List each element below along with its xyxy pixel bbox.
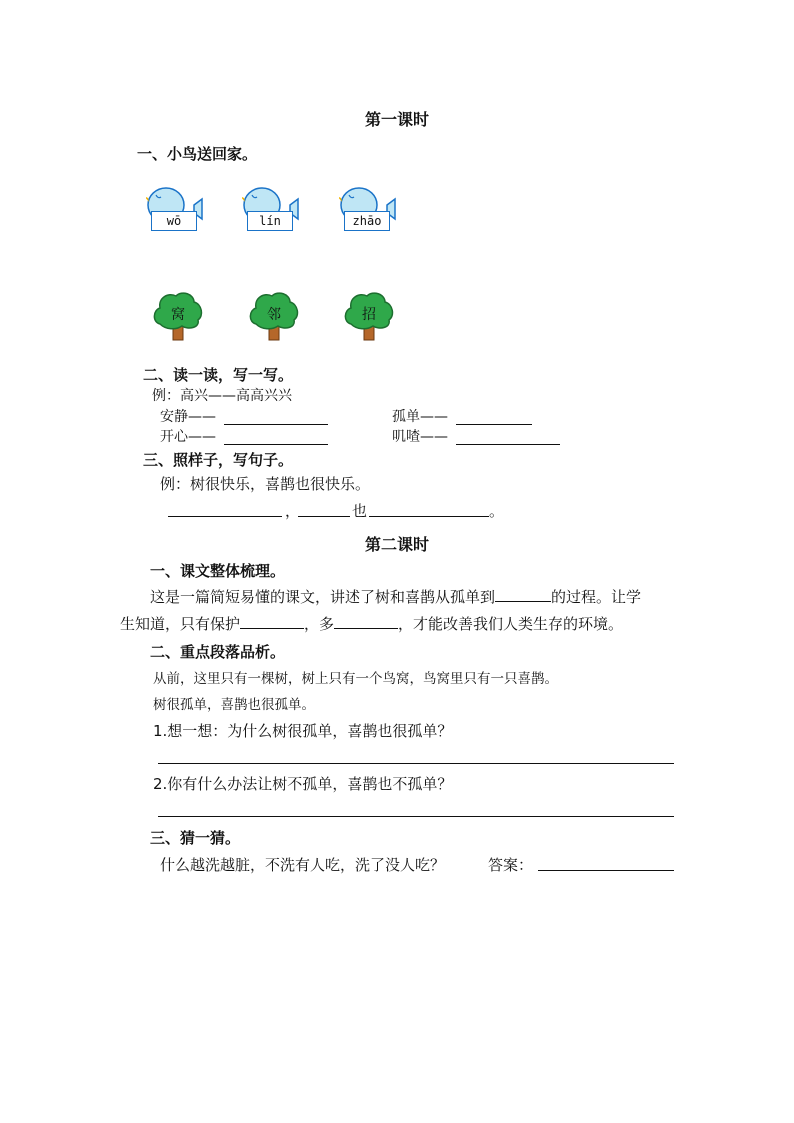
q2-item-gudan: 孤单—— bbox=[392, 409, 448, 425]
tree-lin[interactable] bbox=[248, 290, 300, 342]
answer-line[interactable] bbox=[158, 816, 674, 817]
l2-q3-heading: 三、猜一猜。 bbox=[150, 829, 241, 847]
pinyin-card: zhāo bbox=[344, 211, 390, 231]
tree-character: 邻 bbox=[267, 307, 281, 323]
answer-line[interactable] bbox=[369, 516, 489, 517]
q2-example: 例：高兴——高高兴兴 bbox=[152, 388, 292, 404]
q3-heading: 三、照样子，写句子。 bbox=[143, 451, 294, 469]
q2-item-anjing: 安静—— bbox=[160, 409, 216, 425]
answer-label: 答案： bbox=[488, 856, 534, 874]
lesson2-title: 第二课时 bbox=[364, 535, 429, 554]
tree-wo[interactable] bbox=[152, 290, 204, 342]
q3-example: 例：树很快乐，喜鹊也很快乐。 bbox=[160, 475, 371, 493]
q2-item-jizha: 叽喳—— bbox=[392, 429, 448, 445]
bird-wo[interactable] bbox=[146, 183, 204, 235]
passage-line-2: 树很孤单，喜鹊也很孤单。 bbox=[153, 697, 315, 713]
l2-q1-text: 的过程。让学 bbox=[551, 588, 642, 606]
answer-line[interactable] bbox=[224, 424, 328, 425]
answer-line[interactable] bbox=[456, 424, 532, 425]
passage-line-1: 从前，这里只有一棵树，树上只有一个鸟窝，鸟窝里只有一只喜鹊。 bbox=[153, 671, 558, 687]
l2-q2-heading: 二、重点段落品析。 bbox=[150, 643, 286, 661]
l2-q1-text: ，才能改善我们人类生存的环境。 bbox=[398, 615, 624, 633]
answer-blank[interactable] bbox=[334, 614, 398, 629]
q3-period: 。 bbox=[489, 502, 505, 520]
question-1: 1.想一想：为什么树很孤单，喜鹊也很孤单？ bbox=[153, 722, 453, 740]
answer-line[interactable] bbox=[158, 763, 674, 764]
q3-comma: ， bbox=[285, 502, 301, 520]
q2-heading: 二、读一读，写一写。 bbox=[143, 366, 294, 384]
l2-q1-text: 这是一篇简短易懂的课文，讲述了树和喜鹊从孤单到 bbox=[150, 588, 496, 606]
l2-q1-heading: 一、课文整体梳理。 bbox=[150, 562, 286, 580]
lesson1-title: 第一课时 bbox=[364, 110, 429, 129]
tree-character: 窝 bbox=[171, 307, 185, 323]
tree-zhao[interactable] bbox=[343, 290, 395, 342]
riddle-text: 什么越洗越脏，不洗有人吃，洗了没人吃？ bbox=[160, 856, 446, 874]
l2-q1-text: ，多 bbox=[304, 615, 335, 633]
l2-q1-line1 bbox=[150, 586, 641, 607]
q2-item-kaixin: 开心—— bbox=[160, 429, 216, 445]
answer-blank[interactable] bbox=[240, 614, 304, 629]
q1-heading: 一、小鸟送回家。 bbox=[137, 145, 258, 163]
l2-q1-line2 bbox=[120, 613, 623, 634]
answer-line[interactable] bbox=[224, 444, 328, 445]
pinyin-card: lín bbox=[247, 211, 293, 231]
q3-ye: 也 bbox=[352, 502, 368, 520]
answer-line[interactable] bbox=[538, 870, 674, 871]
tree-character: 招 bbox=[362, 307, 376, 323]
l2-q1-text: 生知道，只有保护 bbox=[120, 615, 241, 633]
question-2: 2.你有什么办法让树不孤单，喜鹊也不孤单？ bbox=[153, 775, 453, 793]
bird-lin[interactable] bbox=[242, 183, 300, 235]
pinyin-card: wō bbox=[151, 211, 197, 231]
answer-line[interactable] bbox=[298, 516, 350, 517]
answer-line[interactable] bbox=[456, 444, 560, 445]
answer-blank[interactable] bbox=[495, 587, 551, 602]
bird-zhao[interactable] bbox=[339, 183, 397, 235]
answer-line[interactable] bbox=[168, 516, 282, 517]
